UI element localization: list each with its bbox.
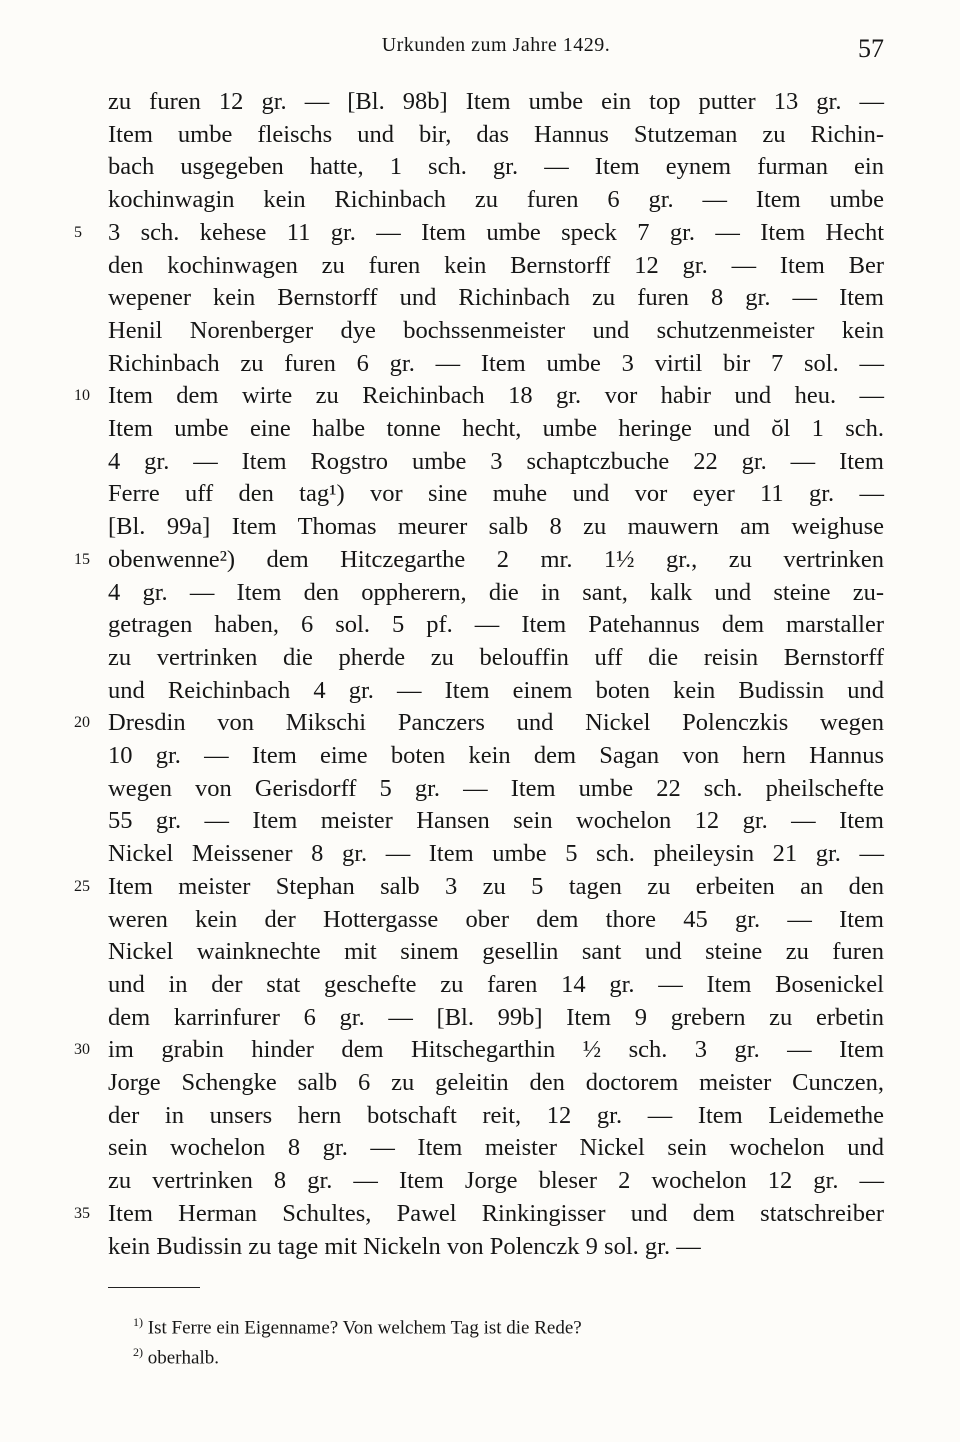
- text-line: den kochinwagen zu furen kein Bernstorff 12 gr. — Item Ber: [108, 251, 884, 279]
- text-line: Nickel wainknechte mit sinem gesellin sant und steine zu furen: [108, 938, 884, 966]
- text-line: der in unsers hern botschaft reit, 12 gr. — Item Leidemethe: [108, 1101, 884, 1129]
- text-line: im grabin hinder dem Hitschegarthin ½ sch. 3 gr. — Item: [108, 1036, 884, 1064]
- footnotes: [133, 1310, 893, 1371]
- text-line: zu vertrinken 8 gr. — Item Jorge bleser 2 wochelon 12 gr. —: [108, 1167, 884, 1195]
- line-number: 10: [74, 387, 90, 405]
- text-line: getragen haben, 6 sol. 5 pf. — Item Patehannus dem marstaller: [108, 611, 884, 639]
- text-line: Item Herman Schultes, Pawel Rinkingisser und dem statschreiber: [108, 1199, 884, 1227]
- text-line: obenwenne²) dem Hitczegarthe 2 mr. 1½ gr., zu vertrinken: [108, 545, 884, 573]
- footnote-text: oberhalb.: [147, 1347, 219, 1369]
- line-number: 35: [74, 1204, 90, 1222]
- text-line: 10 gr. — Item eime boten kein dem Sagan von hern Hannus: [108, 742, 884, 769]
- line-number: 30: [74, 1041, 90, 1059]
- text-line: Item dem wirte zu Reichinbach 18 gr. vor habir und heu. —: [108, 382, 884, 410]
- text-line: kein Budissin zu tage mit Nickeln von Polenczk 9 sol. gr. —: [108, 1232, 701, 1260]
- page-number: 57: [858, 34, 884, 63]
- text-line: Jorge Schengke salb 6 zu geleitin den doctorem meister Cunczen,: [108, 1069, 884, 1096]
- footnote: [133, 1310, 893, 1340]
- line-number: 5: [74, 223, 82, 241]
- text-line: dem karrinfurer 6 gr. — [Bl. 99b] Item 9 grebern zu erbetin: [108, 1003, 884, 1031]
- text-line: Item umbe fleischs und bir, das Hannus Stutzeman zu Richin-: [108, 120, 884, 148]
- text-line: zu vertrinken die pherde zu belouffin uff die reisin Bernstorff: [108, 643, 884, 671]
- text-line: 4 gr. — Item den oppherern, die in sant, kalk und steine zu-: [108, 578, 884, 606]
- line-number: 20: [74, 714, 90, 732]
- text-line: Item meister Stephan salb 3 zu 5 tagen zu erbeiten an den: [108, 872, 884, 900]
- line-number: 25: [74, 877, 90, 895]
- line-number: 15: [74, 550, 90, 568]
- text-line: und Reichinbach 4 gr. — Item einem boten kein Budissin und: [108, 676, 884, 704]
- text-line: weren kein der Hottergasse ober dem thore 45 gr. — Item: [108, 905, 884, 933]
- text-line: Dresdin von Mikschi Panczers und Nickel Polenczkis wegen: [108, 709, 884, 737]
- text-line: 4 gr. — Item Rogstro umbe 3 schaptczbuche 22 gr. — Item: [108, 447, 884, 475]
- text-line: wegen von Gerisdorff 5 gr. — Item umbe 22 sch. pheilschefte: [108, 774, 884, 802]
- page-header: [108, 34, 884, 66]
- footnote: [133, 1340, 893, 1370]
- text-line: [Bl. 99a] Item Thomas meurer salb 8 zu mauwern am weighuse: [108, 513, 884, 541]
- footnote-rule: [108, 1287, 200, 1288]
- text-line: sein wochelon 8 gr. — Item meister Nickel sein wochelon und: [108, 1134, 884, 1162]
- text-line: 3 sch. kehese 11 gr. — Item umbe speck 7 gr. — Item Hecht: [108, 218, 884, 246]
- text-line: Nickel Meissener 8 gr. — Item umbe 5 sch. pheileysin 21 gr. —: [108, 840, 884, 868]
- footnote-mark: 1): [133, 1315, 143, 1329]
- text-line: Richinbach zu furen 6 gr. — Item umbe 3 virtil bir 7 sol. —: [108, 349, 884, 377]
- text-line: Ferre uff den tag¹) vor sine muhe und vor eyer 11 gr. —: [108, 480, 884, 508]
- text-line: zu furen 12 gr. — [Bl. 98b] Item umbe ein top putter 13 gr. —: [108, 88, 884, 115]
- text-line: und in der stat geschefte zu faren 14 gr. — Item Bosenickel: [108, 970, 884, 998]
- footnote-text: Ist Ferre ein Eigenname? Von welchem Tag ist die Rede?: [147, 1317, 582, 1339]
- text-line: Item umbe eine halbe tonne hecht, umbe heringe und ŏl 1 sch.: [108, 415, 884, 442]
- text-line: 55 gr. — Item meister Hansen sein wochelon 12 gr. — Item: [108, 807, 884, 835]
- text-line: kochinwagin kein Richinbach zu furen 6 gr. — Item umbe: [108, 186, 884, 214]
- text-line: Henil Norenberger dye bochssenmeister und schutzenmeister kein: [108, 316, 884, 344]
- text-line: bach usgegeben hatte, 1 sch. gr. — Item eynem furman ein: [108, 153, 884, 181]
- footnote-mark: 2): [133, 1345, 143, 1360]
- running-title: Urkunden zum Jahre 1429.: [381, 34, 611, 56]
- text-line: wepener kein Bernstorff und Richinbach zu furen 8 gr. — Item: [108, 284, 884, 312]
